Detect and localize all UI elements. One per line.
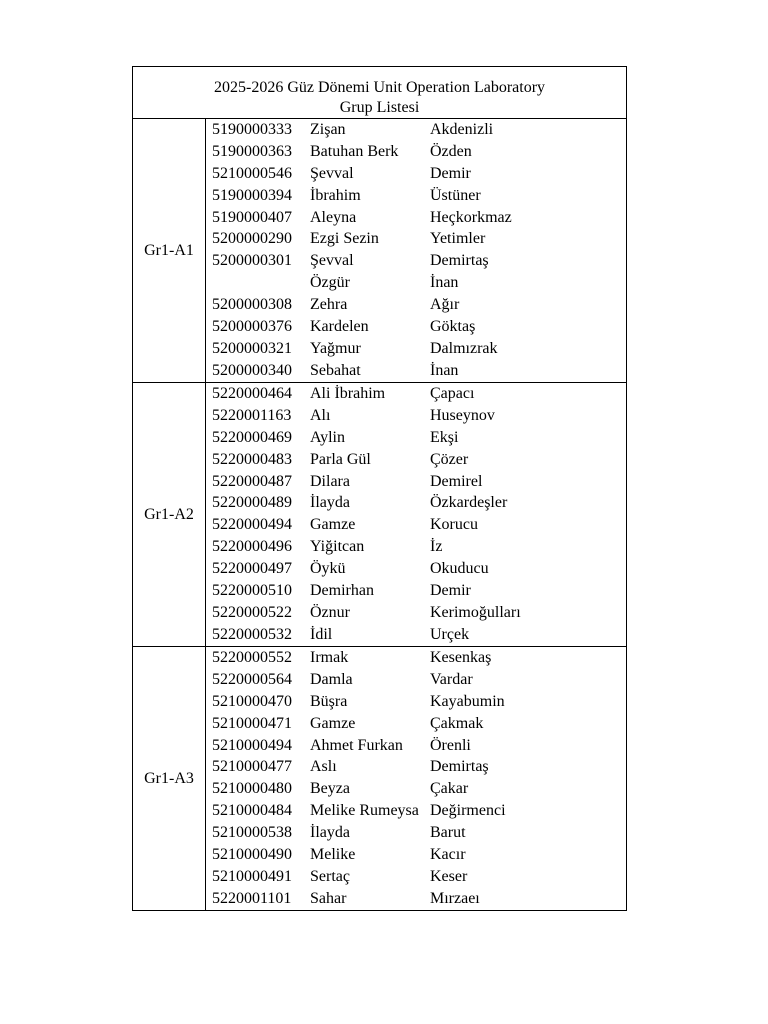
group-label: Gr1-A2 (133, 383, 206, 646)
last-name: Örenli (430, 736, 471, 754)
first-name: Beyza (310, 780, 350, 798)
table-row (206, 207, 626, 229)
student-id: 5220000510 (212, 582, 292, 600)
last-name: Çakar (430, 780, 469, 798)
group-label: Gr1-A3 (133, 647, 206, 910)
table-row (206, 822, 626, 844)
table-row (206, 272, 626, 294)
student-rows (206, 383, 626, 646)
last-name: Değirmenci (430, 802, 506, 820)
student-id: 5220000469 (212, 428, 292, 446)
first-name: Öykü (310, 560, 346, 578)
first-name: Parla Gül (310, 450, 371, 468)
first-name: Sebahat (310, 361, 361, 379)
first-name: Büşra (310, 692, 348, 710)
table-row (206, 250, 626, 272)
table-row (206, 427, 626, 449)
student-id: 5220000464 (212, 385, 292, 402)
student-id: 5220000532 (212, 625, 292, 643)
last-name: Kayabumin (430, 692, 505, 710)
last-name: Çözer (430, 450, 469, 468)
last-name: Ekşi (430, 428, 459, 446)
table-row (206, 163, 626, 185)
first-name: Özgür (310, 274, 350, 292)
table-row (206, 558, 626, 580)
last-name: Üstüner (430, 186, 481, 204)
first-name: İdil (310, 625, 333, 643)
student-id: 5220000494 (212, 516, 292, 534)
title-line-2: Grup Listesi (339, 99, 420, 116)
last-name: Huseynov (430, 406, 495, 424)
student-id: 5210000490 (212, 846, 292, 864)
first-name: Kardelen (310, 318, 369, 336)
first-name: Alı (310, 406, 331, 424)
student-id: 5220000497 (212, 560, 292, 578)
student-id: 5220000564 (212, 670, 292, 688)
group-block (133, 647, 626, 910)
first-name: Damla (310, 670, 353, 688)
student-id: 5220000552 (212, 649, 292, 666)
first-name: Öznur (310, 603, 350, 621)
last-name: İnan (430, 361, 459, 379)
last-name: Çakmak (430, 714, 484, 732)
student-id: 5210000546 (212, 164, 292, 182)
table-row (206, 471, 626, 493)
table-row (206, 735, 626, 757)
student-rows (206, 119, 626, 382)
first-name: Ali İbrahim (310, 385, 386, 402)
table-row (206, 119, 626, 141)
table-row (206, 294, 626, 316)
last-name: Özden (430, 142, 472, 160)
table-row (206, 141, 626, 163)
group-list-table (132, 66, 627, 911)
student-id: 5220000483 (212, 450, 292, 468)
student-id: 5220000487 (212, 472, 292, 490)
table-row (206, 713, 626, 735)
student-rows (206, 647, 626, 910)
first-name: Gamze (310, 516, 356, 534)
first-name: Batuhan Berk (310, 142, 399, 160)
student-id: 5190000363 (212, 142, 292, 160)
student-id: 5210000477 (212, 758, 292, 776)
student-id: 5200000321 (212, 339, 292, 357)
student-id: 5200000308 (212, 296, 292, 314)
student-id: 5220001163 (212, 406, 292, 424)
student-id: 5220000496 (212, 538, 292, 556)
first-name: Aslı (310, 758, 337, 776)
student-id: 5190000394 (212, 186, 292, 204)
last-name: Çapacı (430, 385, 475, 402)
student-id: 5210000470 (212, 692, 292, 710)
student-id: 5200000290 (212, 230, 292, 248)
last-name: Kesenkaş (430, 649, 492, 666)
first-name: Ezgi Sezin (310, 230, 379, 248)
student-id: 5220000522 (212, 603, 292, 621)
student-id: 5220001101 (212, 889, 292, 907)
first-name: Zişan (310, 121, 346, 138)
first-name: Melike (310, 846, 356, 864)
last-name: Barut (430, 824, 466, 842)
table-row (206, 624, 626, 646)
student-id: 5190000333 (212, 121, 292, 138)
table-row (206, 536, 626, 558)
table-row (206, 888, 626, 910)
table-row (206, 669, 626, 691)
table-row (206, 405, 626, 427)
first-name: Sertaç (310, 867, 350, 885)
table-row (206, 316, 626, 338)
student-id: 5210000491 (212, 867, 292, 885)
first-name: İbrahim (310, 186, 361, 204)
table-row (206, 756, 626, 778)
first-name: Sahar (310, 889, 347, 907)
student-id: 5210000538 (212, 824, 292, 842)
last-name: Demir (430, 582, 471, 600)
last-name: Mırzaeı (430, 889, 480, 907)
first-name: Melike Rumeysa (310, 802, 419, 820)
table-row (206, 383, 626, 405)
table-row (206, 800, 626, 822)
student-id: 5210000471 (212, 714, 292, 732)
student-id: 5210000480 (212, 780, 292, 798)
student-id: 5210000494 (212, 736, 292, 754)
first-name: Şevval (310, 164, 354, 182)
table-row (206, 449, 626, 471)
table-row (206, 844, 626, 866)
last-name: Okuducu (430, 560, 489, 578)
last-name: İz (430, 538, 443, 556)
student-id: 5200000340 (212, 361, 292, 379)
group-label: Gr1-A1 (133, 119, 206, 382)
student-id: 5200000301 (212, 252, 292, 270)
first-name: Ahmet Furkan (310, 736, 403, 754)
last-name: Urçek (430, 625, 470, 643)
last-name: Heçkorkmaz (430, 208, 512, 226)
last-name: Kacır (430, 846, 466, 864)
table-row (206, 647, 626, 669)
first-name: Irmak (310, 649, 349, 666)
table-row (206, 580, 626, 602)
last-name: Göktaş (430, 318, 476, 336)
first-name: Gamze (310, 714, 356, 732)
first-name: İlayda (310, 494, 350, 512)
last-name: Keser (430, 867, 468, 885)
last-name: Demirtaş (430, 252, 489, 270)
table-row (206, 514, 626, 536)
last-name: Vardar (430, 670, 473, 688)
last-name: Kerimoğulları (430, 603, 521, 621)
last-name: Dalmızrak (430, 339, 498, 357)
first-name: Şevval (310, 252, 354, 270)
title-line-1: 2025-2026 Güz Dönemi Unit Operation Laboratory (213, 79, 546, 96)
last-name: Demirtaş (430, 758, 489, 776)
table-title (133, 67, 626, 119)
table-row (206, 492, 626, 514)
table-row (206, 185, 626, 207)
first-name: Yağmur (310, 339, 361, 357)
last-name: Yetimler (430, 230, 486, 248)
first-name: Demirhan (310, 582, 374, 600)
first-name: İlayda (310, 824, 350, 842)
table-row (206, 228, 626, 250)
groups-container (133, 119, 626, 910)
table-row (206, 691, 626, 713)
group-block (133, 119, 626, 383)
first-name: Aylin (310, 428, 345, 446)
student-id: 5210000484 (212, 802, 292, 820)
student-id: 5220000489 (212, 494, 292, 512)
last-name: Korucu (430, 516, 478, 534)
table-row (206, 360, 626, 382)
first-name: Dilara (310, 472, 350, 490)
table-row (206, 338, 626, 360)
last-name: Ağır (430, 296, 460, 314)
first-name: Yiğitcan (310, 538, 365, 556)
first-name: Zehra (310, 296, 348, 314)
last-name: Demir (430, 164, 471, 182)
student-id: 5200000376 (212, 318, 292, 336)
student-id: 5190000407 (212, 208, 292, 226)
table-row (206, 866, 626, 888)
last-name: İnan (430, 274, 459, 292)
first-name: Aleyna (310, 208, 357, 226)
last-name: Özkardeşler (430, 494, 508, 512)
table-row (206, 778, 626, 800)
last-name: Demirel (430, 472, 483, 490)
table-row (206, 602, 626, 624)
last-name: Akdenizli (430, 121, 494, 138)
group-block (133, 383, 626, 647)
